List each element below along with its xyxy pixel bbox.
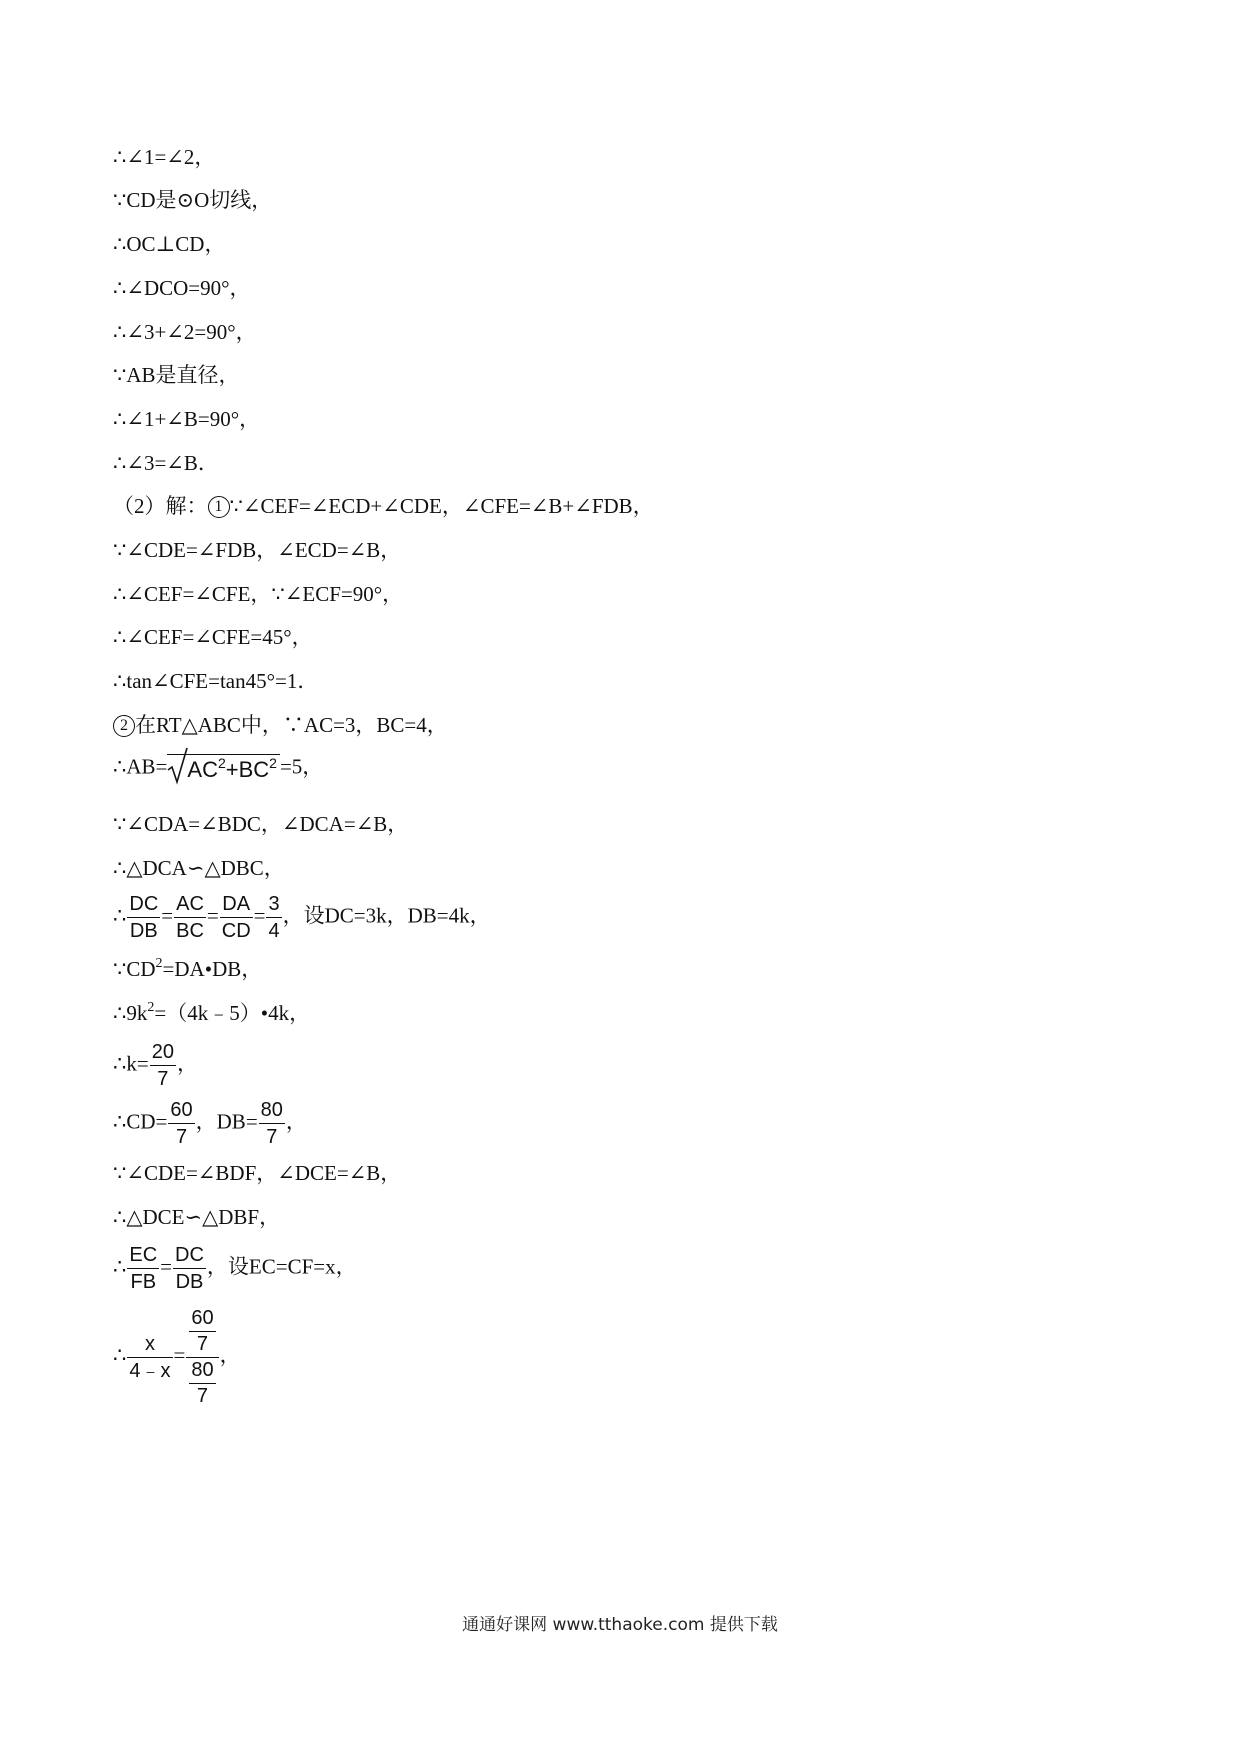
fraction: $\frac{3}{4}$ [268,893,280,942]
ratio-line: ∴ $\frac{DC}{DB}$ = $\frac{AC}{BC}$ = $\frac{DA}{CD}$ = $\frac{3}{4}$ ，设DC=3k，DB=4k， [113,893,491,942]
sqrt-line: ∴AB= $AC^2+BC^2 =5$， [113,752,323,785]
circled-number-1: 1 [208,496,230,518]
proof-line: $\therefore 9k^2=(4k﹣5)•4k$， [113,1000,311,1025]
solution-header-line [113,492,654,520]
proof-line: ∴△DCE∽△DBF， [113,1205,281,1229]
proof-line: ∴∠CEF=∠CFE，∵∠ECF=90°， [113,582,404,606]
fraction-line: ∴CD= $\frac{60}{7}$ ，DB= $\frac{80}{7}$ ， [113,1099,307,1148]
fraction: $\frac{DA}{CD}$ [221,893,251,942]
proof-line: ∵∠CDE=∠FDB，∠ECD=∠B， [113,538,402,562]
proof-line: ∵AB是直径， [113,363,240,387]
proof-line: ∴∠3=∠B． [113,451,219,475]
proof-line: ∵∠CDA=∠BDC，∠DCA=∠B， [113,812,409,836]
proof-line: ∴∠3+∠2=90°， [113,320,257,344]
line-text: 在RT△ABC中，∵AC=3，BC=4， [135,713,448,737]
proof-line: $\because CD^2=DA•DB$， [113,956,263,981]
fraction: $\frac{60}{7}$ [170,1099,193,1148]
proof-line [113,711,448,739]
fraction: $\frac{80}{7}$ [191,1359,214,1407]
square-root: $AC^2+BC^2$ [167,752,280,785]
proof-line: ∵CD是⊙O切线， [113,188,273,212]
proof-line: ∴∠1+∠B=90°， [113,407,261,431]
page-footer: 通通好课网 www.tthaoke.com 提供下载 [462,1615,778,1635]
fraction: $\frac{DC}{DB}$ [129,893,159,942]
fraction: $\frac{20}{7}$ [151,1041,174,1090]
proof-line: ∴∠1=∠2， [113,145,216,169]
circled-number-2: 2 [113,715,135,737]
fraction: $\frac{DC}{DB}$ [175,1244,204,1293]
radical-sign-icon [167,746,189,786]
fraction: $\frac{AC}{BC}$ [176,893,204,942]
ratio-line: ∴ $\frac{EC}{FB}$ = $\frac{DC}{DB}$ ，设EC=CF=x， [113,1244,357,1293]
fraction: $\frac{x}{4﹣x}$ [129,1332,171,1382]
fraction-line: ∴k= $\frac{20}{7}$ ， [113,1041,198,1090]
proof-line: ∴∠CEF=∠CFE=45°， [113,625,313,649]
proof-line: ∵∠CDE=∠BDF，∠DCE=∠B， [113,1161,402,1185]
proof-line: ∴OC⊥CD， [113,232,226,256]
fraction: $\frac{80}{7}$ [260,1099,283,1148]
complex-fraction [186,1306,218,1408]
fraction: $\frac{EC}{FB}$ [129,1244,158,1293]
proof-line: ∴tan∠CFE=tan45°=1． [113,669,319,693]
fraction: $\frac{60}{7}$ [191,1307,214,1355]
proof-line: ∴∠DCO=90°， [113,276,251,300]
complex-fraction-line: ∴ $\frac{x}{4﹣x}$ = $\frac{\frac{60}{7}}{\frac{80}{7}}$ ， [113,1307,241,1407]
part-label: （2）解： [113,494,208,518]
line-text: ∵∠CEF=∠ECD+∠CDE，∠CFE=∠B+∠FDB， [229,494,654,518]
proof-line: ∴△DCA∽△DBC， [113,856,285,880]
